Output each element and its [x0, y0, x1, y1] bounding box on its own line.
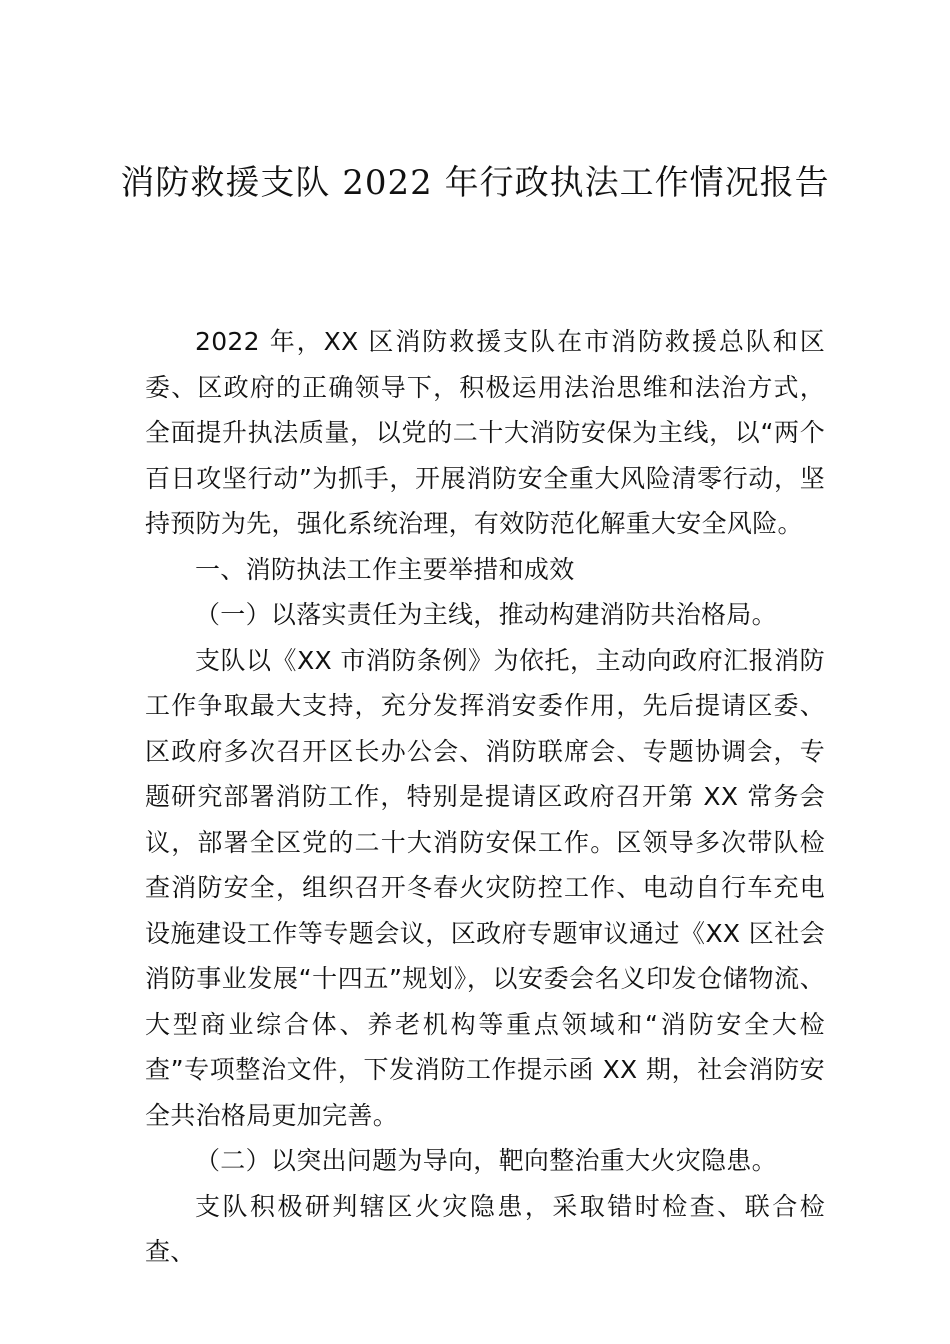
- document-title: 消防救援支队 2022 年行政执法工作情况报告: [120, 163, 830, 203]
- subsection-heading-2: （二）以突出问题为导向，靶向整治重大火灾隐患。: [195, 1146, 777, 1175]
- paragraph-intro: 2022 年，XX 区消防救援支队在市消防救援总队和区委、区政府的正确领导下，积极运用法治思维和法治方式，全面提升执法质量，以党的二十大消防安保为主线，以“两个百日攻坚行动”为抓手，开展消防安全重大风险清零行动，坚持预防为先，强化系统治理，有效防范化解重大安全风险。: [145, 327, 825, 538]
- section-heading-1: 一、消防执法工作主要举措和成效: [195, 554, 575, 584]
- paragraph-responsibility: 支队以《XX 市消防条例》为依托，主动向政府汇报消防工作争取最大支持，充分发挥消安委作用，先后提请区委、区政府多次召开区长办公会、消防联席会、专题协调会，专题研究部署消防工作，特别是提请区政府召开第 XX 常务会议，部署全区党的二十大消防安保工作。区领导多次带队检查消防安全，组织召开冬春火灾防控工作、电动自行车充电设施建设工作等专题会议，区政府专题审议通过《XX 区社会消防事业发展“十四五”规划》，以安委会名义印发仓储物流、大型商业综合体、养老机构等重点领域和“消防安全大检查”专项整治文件，下发消防工作提示函 XX 期，社会消防安全共治格局更加完善。: [145, 645, 825, 1130]
- document-body: [145, 319, 825, 1275]
- subsection-heading-1: （一）以落实责任为主线，推动构建消防共治格局。: [195, 600, 777, 629]
- paragraph-hazards: 支队积极研判辖区火灾隐患，采取错时检查、联合检查、: [145, 1191, 825, 1266]
